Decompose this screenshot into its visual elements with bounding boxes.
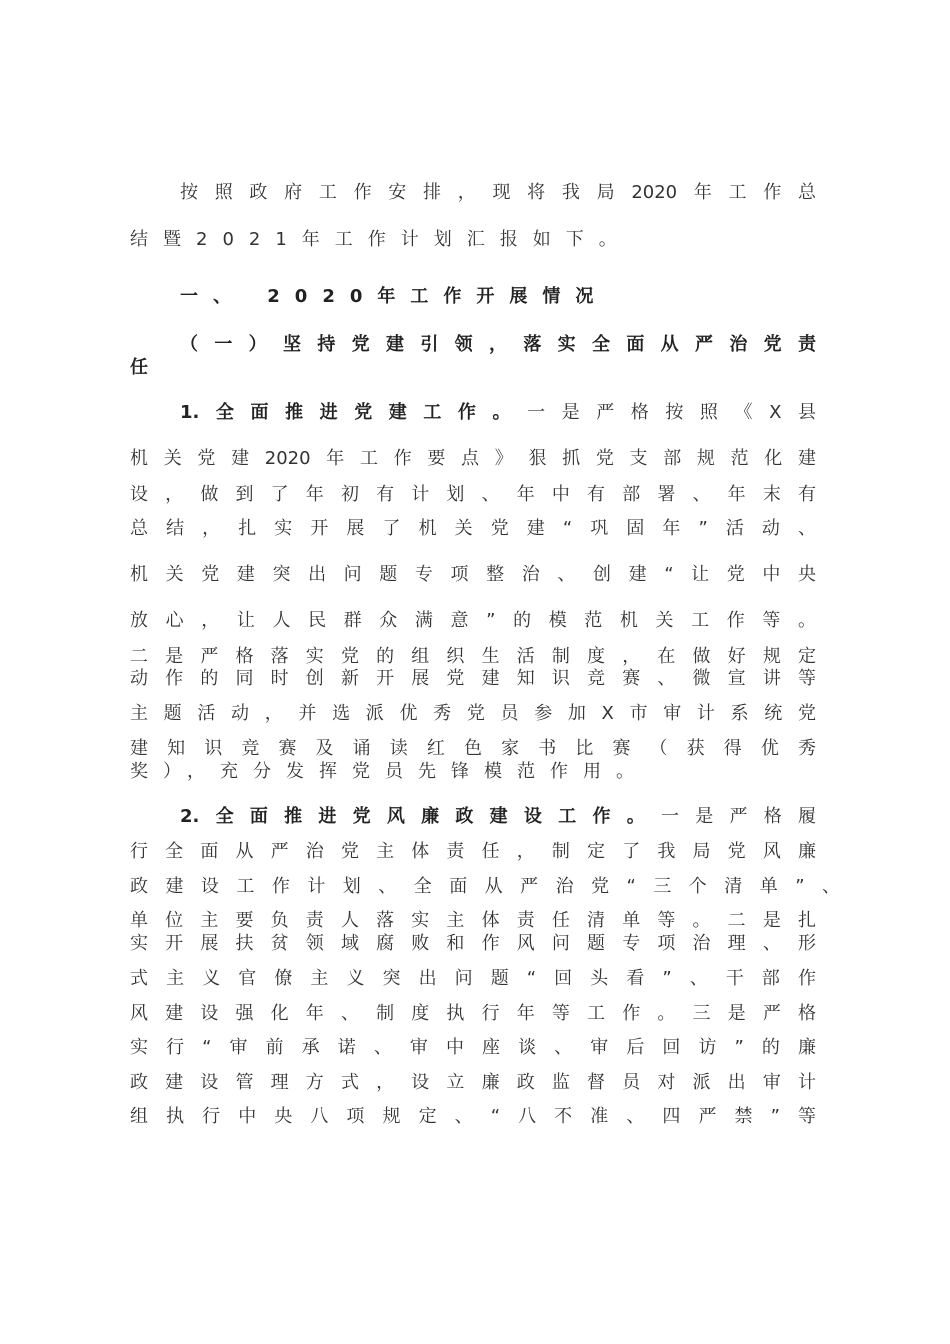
intro-line-1: 按照政府工作安排，现将我局2020年工作总 [180, 182, 816, 203]
item1-line-5: 机关党建突出问题专项整治、创建“让党中央 [130, 564, 816, 585]
item2-line-4: 单位主要负责人落实主体责任清单等。二是扎 [130, 910, 816, 931]
item1-title: 1.全面推进党建工作。 [180, 402, 528, 423]
subsection-heading-line-1: （一）坚持党建引领，落实全面从严治党责 [180, 334, 816, 355]
item1-line-4: 总结，扎实开展了机关党建“巩固年”活动、 [130, 518, 816, 539]
item1-line-7: 二是严格落实党的组织生活制度，在做好规定 [130, 646, 816, 667]
item1-line-6: 放心，让人民群众满意”的模范机关工作等。 [130, 610, 816, 631]
item1-line-8: 动作的同时创新开展党建知识竞赛、微宣讲等 [130, 668, 816, 689]
item2-line-1 [180, 805, 816, 829]
item2-line-6: 式主义官僚主义突出问题“回头看”、干部作 [130, 968, 816, 989]
item2-line-9: 政建设管理方式，设立廉政监督员对派出审计 [130, 1072, 816, 1093]
item1-line-9: 主题活动，并选派优秀党员参加X市审计系统党 [130, 703, 816, 724]
item2-line-10: 组执行中央八项规定、“八不准、四严禁”等 [130, 1106, 816, 1127]
subsection-heading-line-2: 任 [130, 357, 163, 378]
item2-line-1-rest: 一是严格履 [660, 806, 816, 827]
section-heading-1: 一、 2020年工作开展情况 [180, 286, 609, 307]
item2-line-7: 风建设强化年、制度执行年等工作。三是严格 [130, 1003, 816, 1024]
intro-line-2: 结暨2021年工作计划汇报如下。 [130, 229, 632, 250]
item2-line-2: 行全面从严治党主体责任，制定了我局党风廉 [130, 841, 816, 862]
item2-line-3: 政建设工作计划、全面从严治党“三个清单”、 [130, 876, 840, 897]
item1-line-10: 建知识竞赛及诵读红色家书比赛（获得优秀 [130, 738, 816, 759]
item1-line-3: 设，做到了年初有计划、年中有部署、年末有 [130, 484, 816, 505]
item2-title: 2.全面推进党风廉政建设工作。 [180, 806, 661, 827]
item1-line-1-rest: 一是严格按照《X县 [527, 402, 816, 423]
item1-line-1 [180, 401, 816, 425]
item2-line-8: 实行“审前承诺、审中座谈、审后回访”的廉 [130, 1037, 816, 1058]
item2-line-5: 实开展扶贫领域腐败和作风问题专项治理、形 [130, 933, 816, 954]
item1-line-11: 奖），充分发挥党员先锋模范作用。 [130, 761, 649, 782]
item1-line-2: 机关党建2020年工作要点》狠抓党支部规范化建 [130, 448, 816, 469]
